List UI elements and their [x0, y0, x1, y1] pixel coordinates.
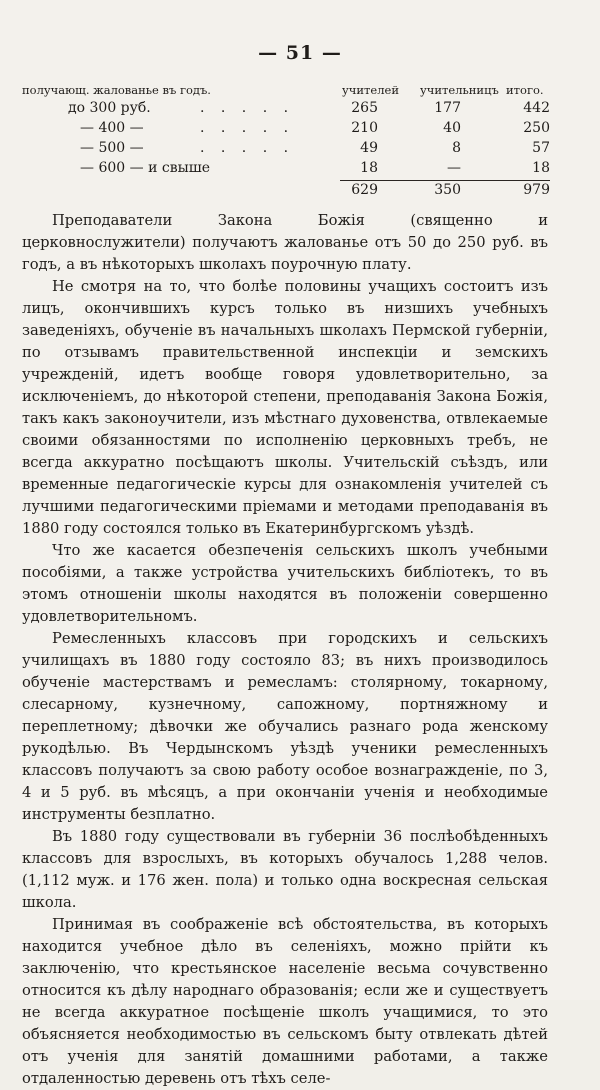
leader-dots: . . . . . [200, 140, 295, 156]
cell-female: 177 [434, 100, 461, 116]
row-label: — 400 — [80, 120, 144, 136]
body-text [22, 210, 548, 1090]
cell-female: 8 [452, 140, 461, 156]
cell-total: 57 [532, 140, 550, 156]
cell-male: 265 [351, 100, 378, 116]
cell-total: 18 [532, 160, 550, 176]
table-row [22, 120, 552, 140]
table-row [22, 160, 552, 180]
paragraph: Принимая въ соображеніе всѣ обстоятельства, въ которыхъ находится учебное дѣло въ селеніяхъ, можно прійти къ заключенію, что крестьянское населеніе весьма сочувственно относится къ дѣлу народнаго образованія; если же и существуетъ не всегда аккуратное посѣщеніе школъ учащимися, то это объясняется необходимостью въ сельскомъ быту отвлекать дѣтей отъ ученія для занятій домашними работами, а также отдаленностью деревень отъ тѣхъ селе- [22, 916, 548, 1087]
cell-female: — [447, 160, 461, 176]
header-female-teachers: учительницъ [420, 83, 499, 97]
paragraph: Не смотря на то, что болѣе половины учащихъ состоитъ изъ лицъ, окончившихъ курсъ только въ низшихъ учебныхъ заведеніяхъ, обученіе въ начальныхъ школахъ Пермской губерніи, по отзывамъ правительственной инспекціи и земскихъ учрежденій, идетъ вообще говоря удовлетворительно, за исключеніемъ, до нѣкоторой степени, преподаванія Закона Божія, такъ какъ законоучители, изъ мѣстнаго духовенства, отвлекаемые своими обязанностями по исполненію церковныхъ требъ, не всегда аккуратно посѣщаютъ школы. Учительскій съѣздъ, или временные педагогическіе курсы для ознакомленія учителей съ лучшими педагогическими пріемами и методами преподаванія въ 1880 году состоялся только въ Екатеринбургскомъ уѣздѣ. [22, 278, 548, 537]
header-total: итого. [506, 83, 544, 97]
row-label: — 600 — и свыше [80, 160, 211, 176]
leader-dots: . . . . . [200, 120, 295, 136]
cell-total: 250 [523, 120, 550, 136]
paragraph: Ремесленныхъ классовъ при городскихъ и сельскихъ училищахъ въ 1880 году состояло 83; въ нихъ производилось обученіе мастерствамъ и ремесламъ: столярному, токарному, слесарному, кузнечному, сапожному, портняжному и переплетному; дѣвочки же обучались разнаго рода женскому рукодѣлью. Въ Чердынскомъ уѣздѣ ученики ремесленныхъ классовъ получаютъ за свою работу особое вознагражденіе, по 3, 4 и 5 руб. въ мѣсяцъ, а при окончаніи ученія и необходимые инструменты безплатно. [22, 630, 548, 823]
cell-male: 210 [351, 120, 378, 136]
leader-dots: . . . . . [200, 100, 295, 116]
totals-row [22, 182, 552, 202]
table-row [22, 140, 552, 160]
total-female: 350 [434, 182, 461, 198]
row-label: до 300 руб. [68, 100, 151, 116]
paragraph: Преподаватели Закона Божія (священно и церковнослужители) получаютъ жалованье отъ 50 до 250 руб. въ годъ, а въ нѣкоторыхъ школахъ поурочную плату. [22, 212, 548, 273]
totals-rule [340, 180, 550, 181]
paragraph: Въ 1880 году существовали въ губерніи 36 послѣобѣденныхъ классовъ для взрослыхъ, въ которыхъ обучалось 1,288 челов. (1,112 муж. и 176 жен. пола) и только одна воскресная сельская школа. [22, 828, 548, 911]
cell-male: 49 [360, 140, 378, 156]
page-number: — 51 — [258, 42, 342, 64]
total-all: 979 [523, 182, 550, 198]
total-male: 629 [351, 182, 378, 198]
cell-female: 40 [443, 120, 461, 136]
header-salary: получающ. жалованье въ годъ. [22, 83, 211, 97]
cell-total: 442 [523, 100, 550, 116]
header-male-teachers: учителей [342, 83, 399, 97]
table-header-row [22, 80, 552, 100]
table-row [22, 100, 552, 120]
row-label: — 500 — [80, 140, 144, 156]
paragraph: Что же касается обезпеченія сельскихъ школъ учебными пособіями, а также устройства учительскихъ библіотекъ, то въ этомъ отношеніи школы находятся въ положеніи совершенно удовлетворительномъ. [22, 542, 548, 625]
cell-male: 18 [360, 160, 378, 176]
salary-table [22, 80, 552, 202]
